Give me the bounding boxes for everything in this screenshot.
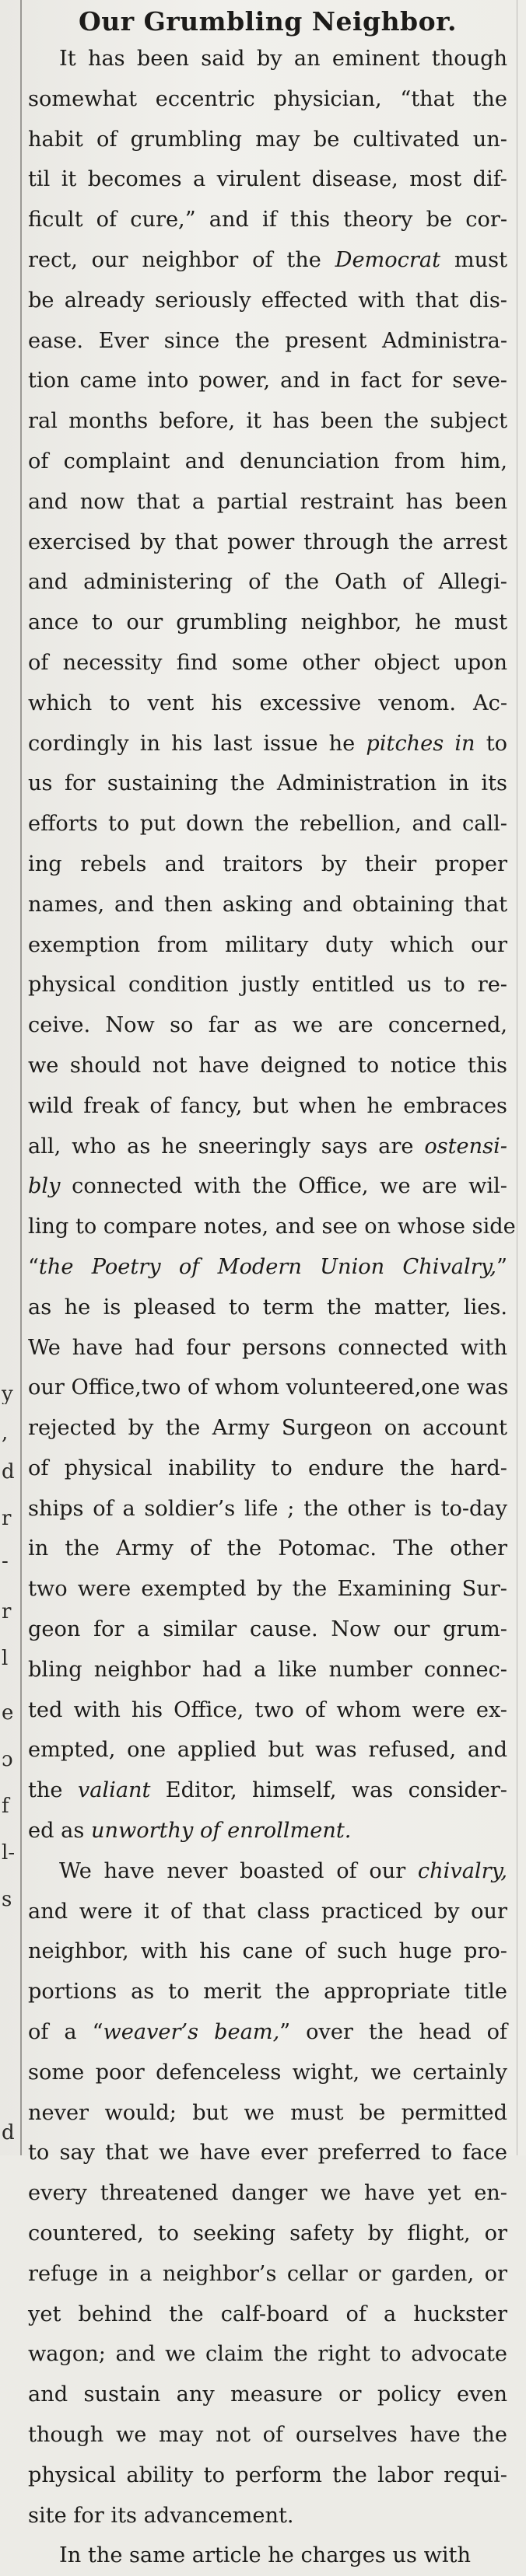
text-run: our Office,two of whom volunteered,one was: [28, 1375, 509, 1400]
text-line: [28, 1288, 507, 1328]
text-line: [28, 1086, 507, 1127]
text-run: somewhat eccentric physician, “that the: [28, 86, 507, 111]
text-run: tion came into power, and in fact for seve-: [28, 369, 507, 393]
text-line: [28, 2536, 507, 2576]
text-run: to: [475, 731, 508, 756]
column-fragment: f: [2, 1796, 9, 1816]
text-line: [28, 1610, 507, 1650]
text-run: rejected by the Army Surgeon on account: [28, 1416, 507, 1441]
text-run: geon for a similar cause. Now our grum-: [28, 1617, 507, 1642]
italic-text: weaver’s beam,: [103, 2020, 280, 2045]
column-fragment: ,: [2, 1423, 9, 1443]
text-run: rect, our neighbor of the: [28, 247, 335, 272]
text-run: We have had four persons connected with: [28, 1335, 507, 1360]
text-line: [28, 1529, 507, 1569]
text-run: be already seriously effected with that dis-: [28, 288, 507, 313]
text-run: connected with the Office, we are wil-: [60, 1174, 507, 1199]
text-run: we should not have deigned to notice this: [28, 1053, 507, 1078]
column-fragment: r: [2, 1602, 12, 1622]
paragraph: [28, 2536, 507, 2576]
text-run: bling neighbor had a like number connec-: [28, 1657, 507, 1682]
text-line: [28, 1408, 507, 1449]
text-line: [28, 1650, 507, 1690]
text-run: exemption from military duty which our: [28, 932, 507, 957]
text-run: neighbor, with his cane of such huge pro-: [28, 1939, 507, 1964]
text-line: [28, 2093, 507, 2134]
text-line: [28, 321, 507, 362]
column-fragment: -: [2, 1551, 9, 1571]
text-line: [28, 683, 507, 724]
text-run: physical ability to perform the labor requi-: [28, 2462, 507, 2487]
text-line: [28, 1931, 507, 1972]
text-line: [28, 1328, 507, 1368]
text-run: In the same article he charges us with: [59, 2543, 471, 2568]
text-line: [28, 1972, 507, 2012]
text-run: two were exempted by the Examining Sur-: [28, 1577, 507, 1602]
text-line: [28, 200, 507, 240]
text-line: [28, 643, 507, 683]
text-line: [28, 2375, 507, 2415]
text-run: every threatened danger we have yet en-: [28, 2181, 507, 2206]
text-line: [28, 1770, 507, 1811]
text-line: [28, 885, 507, 925]
text-run: physical condition justly entitled us to re-: [28, 973, 507, 998]
text-run: ance to our grumbling neighbor, he must: [28, 610, 507, 635]
text-run: which to vent his excessive venom. Ac-: [28, 690, 507, 715]
text-run: cordingly in his last issue he: [28, 731, 366, 756]
paragraph: [28, 1851, 507, 2536]
text-run: names, and then asking and obtaining that: [28, 892, 507, 917]
text-run: ” over the head of: [279, 2020, 507, 2045]
text-line: [28, 401, 507, 442]
text-line: [28, 925, 507, 966]
text-run: as he is pleased to term the matter, lies.: [28, 1295, 507, 1319]
text-line: [28, 2133, 507, 2173]
text-line: [28, 1247, 507, 1288]
column-fragment: d: [2, 2123, 15, 2143]
text-line: [28, 1730, 507, 1770]
text-line: [28, 482, 507, 523]
text-line: [28, 804, 507, 844]
text-run: portions as to merit the appropriate title: [28, 1980, 507, 2005]
text-run: Editor, himself, was consider-: [150, 1778, 507, 1803]
column-fragment: r: [2, 1508, 12, 1529]
text-line: [28, 39, 507, 79]
text-line: [28, 240, 507, 281]
text-run: yet behind the calf-board of a huckster: [28, 2302, 507, 2326]
text-line: [28, 1166, 507, 1207]
text-line: [28, 1005, 507, 1046]
text-run: to say that we have ever preferred to face: [28, 2141, 507, 2165]
text-line: [28, 523, 507, 563]
text-line: [28, 1368, 507, 1408]
column-fragment: l-: [2, 1843, 16, 1863]
text-run: ling to compare notes, and see on whose side: [28, 1215, 516, 1239]
text-line: [28, 724, 507, 764]
text-line: [28, 2173, 507, 2214]
text-run: ships of a soldier’s life ; the other is to-day: [28, 1496, 507, 1521]
column-rule: [20, 0, 22, 2155]
text-line: [28, 2254, 507, 2295]
text-line: [28, 1449, 507, 1489]
italic-text: unworthy of enrollment.: [90, 1819, 352, 1844]
text-line: [28, 1690, 507, 1731]
paragraph: [28, 39, 516, 1851]
text-line: [28, 361, 507, 401]
text-line: [28, 1127, 507, 1167]
text-line: [28, 1569, 507, 1610]
column-fragment: ɔ: [2, 1749, 13, 1770]
text-run: us for sustaining the Administration in its: [28, 771, 507, 796]
headline: Our Grumbling Neighbor.: [79, 6, 457, 37]
text-run: We have never boasted of our: [59, 1858, 418, 1883]
text-line: [28, 2496, 507, 2536]
text-run: of physical inability to endure the hard-: [28, 1456, 507, 1480]
text-run: ing rebels and traitors by their proper: [28, 851, 507, 876]
text-line: [28, 965, 507, 1005]
text-line: [28, 1207, 516, 1247]
text-run: must: [440, 247, 508, 272]
text-run: all, who as he sneeringly says are: [28, 1134, 425, 1159]
text-line: [28, 2295, 507, 2335]
text-line: [28, 844, 507, 885]
column-fragment: l: [2, 1648, 9, 1669]
text-line: [28, 764, 507, 804]
text-run: though we may not of ourselves have the: [28, 2423, 507, 2448]
italic-text: the Poetry of Modern Union Chivalry,: [38, 1254, 497, 1279]
text-line: [28, 1851, 507, 1892]
text-run: exercised by that power through the arrest: [28, 530, 507, 554]
column-fragment: y: [2, 1384, 13, 1404]
text-run: ral months before, it has been the subject: [28, 409, 507, 434]
text-line: [28, 2012, 507, 2053]
text-run: of complaint and denunciation from him,: [28, 449, 507, 474]
article: [28, 6, 516, 2576]
italic-text: valiant: [77, 1778, 151, 1803]
text-run: ”: [496, 1254, 507, 1279]
text-line: [28, 1892, 507, 1932]
text-line: [28, 442, 507, 482]
text-run: It has been said by an eminent though: [59, 47, 507, 71]
text-line: [28, 120, 507, 160]
column-fragment: d: [2, 1462, 15, 1482]
text-run: “: [28, 1254, 39, 1279]
text-run: of necessity find some other object upon: [28, 650, 507, 675]
text-run: wild freak of fancy, but when he embraces: [28, 1093, 507, 1118]
text-line: [28, 1811, 507, 1851]
text-line: [28, 603, 507, 643]
text-run: ficult of cure,” and if this theory be cor-: [28, 208, 507, 232]
text-run: never would; but we must be permitted: [28, 2100, 507, 2125]
italic-text: bly: [28, 1174, 61, 1199]
text-run: and administering of the Oath of Allegi-: [28, 570, 507, 595]
text-run: site for its advancement.: [28, 2503, 294, 2528]
text-run: the: [28, 1778, 78, 1803]
text-run: of a “: [28, 2020, 103, 2045]
text-run: ted with his Office, two of whom were ex-: [28, 1697, 507, 1722]
text-run: ceive. Now so far as we are concerned,: [28, 1013, 507, 1038]
text-line: [28, 1489, 507, 1529]
column-fragment: s: [2, 1889, 12, 1910]
text-run: ease. Ever since the present Administra-: [28, 328, 507, 353]
text-line: [28, 159, 507, 200]
text-line: [28, 2415, 507, 2455]
italic-text: chivalry,: [417, 1858, 507, 1883]
italic-text: ostensi-: [424, 1134, 507, 1159]
text-run: habit of grumbling may be cultivated un-: [28, 127, 507, 152]
text-run: til it becomes a virulent disease, most dif-: [28, 167, 507, 192]
italic-text: Democrat: [335, 247, 441, 272]
text-line: [28, 2053, 507, 2093]
text-run: efforts to put down the rebellion, and call-: [28, 812, 507, 837]
text-run: and sustain any measure or policy even: [28, 2382, 507, 2407]
text-line: [28, 1046, 507, 1086]
text-run: some poor defenceless wight, we certainly: [28, 2060, 507, 2085]
text-run: in the Army of the Potomac. The other: [28, 1536, 507, 1561]
text-run: empted, one applied but was refused, and: [28, 1738, 507, 1763]
article-body: [28, 39, 516, 2576]
column-fragment: e: [2, 1703, 14, 1723]
text-run: refuge in a neighbor’s cellar or garden, or: [28, 2261, 507, 2286]
adjacent-column-fragments: [0, 0, 19, 2155]
text-run: wagon; and we claim the right to advocate: [28, 2342, 507, 2367]
text-run: and were it of that class practiced by our: [28, 1899, 507, 1924]
text-run: ed as: [28, 1819, 91, 1844]
italic-text: pitches in: [366, 731, 475, 756]
text-line: [28, 2334, 507, 2375]
text-line: [28, 281, 507, 321]
text-line: [28, 2214, 507, 2254]
text-line: [28, 2455, 507, 2496]
text-run: and now that a partial restraint has been: [28, 489, 507, 514]
text-run: countered, to seeking safety by flight, or: [28, 2221, 507, 2246]
text-line: [28, 562, 507, 603]
text-line: [28, 79, 507, 120]
